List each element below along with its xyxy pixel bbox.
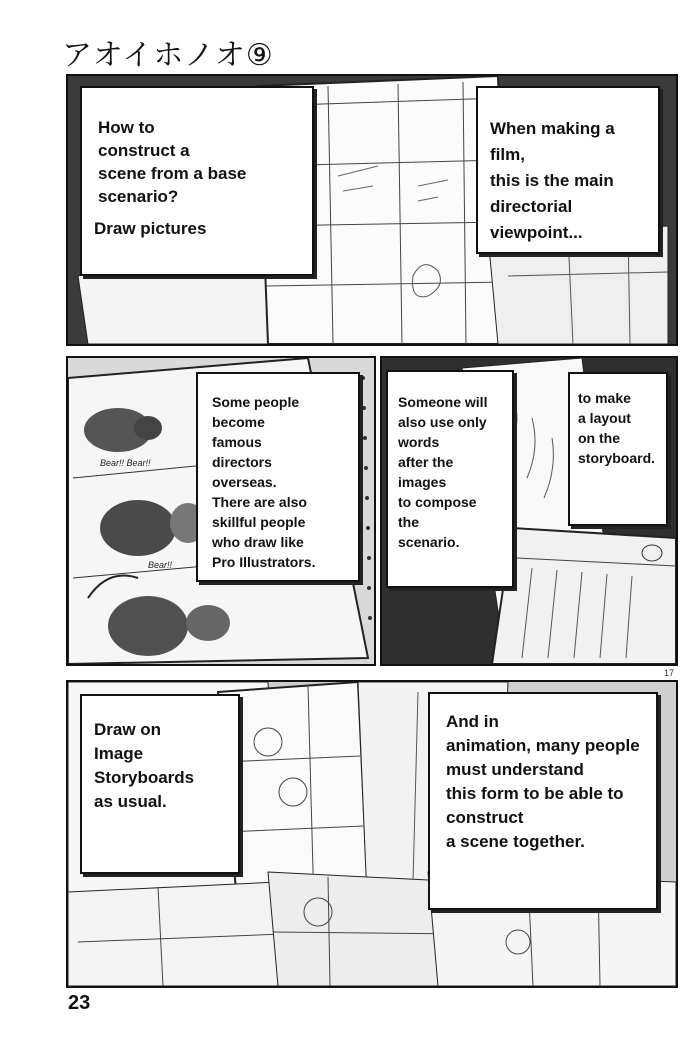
speech-bubble-layout bbox=[568, 372, 668, 526]
speech-bubble-directors bbox=[196, 372, 360, 582]
bubble-text: Draw on Image Storyboards as usual. bbox=[94, 720, 195, 811]
bear-sound-effect: Bear!! Bear!! bbox=[100, 458, 151, 468]
inner-page-number: 17 bbox=[664, 668, 675, 678]
speech-bubble-viewpoint bbox=[476, 86, 660, 254]
bubble-text: Someone will also use only words after the images to compose the scenario. bbox=[398, 394, 488, 550]
volume-title: アオイホノオ⑨ bbox=[62, 38, 274, 73]
speech-bubble-question bbox=[80, 86, 314, 276]
bubble-text: Some people become famous directors overseas. There are also skillful people who draw like Pro Illustrators. bbox=[212, 394, 316, 570]
page-number: 23 bbox=[68, 992, 91, 1014]
bubble-text: Draw pictures bbox=[94, 219, 207, 238]
bubble-text: And in animation, many people must understand this form to be able to construct a scene together. bbox=[446, 712, 640, 851]
speech-bubble-animation bbox=[428, 692, 658, 910]
speech-bubble-words bbox=[386, 370, 514, 588]
bubble-text: When making a film, this is the main directorial viewpoint... bbox=[490, 119, 615, 242]
bubble-text: to make a layout on the storyboard. bbox=[578, 390, 656, 466]
bubble-text: How to construct a scene from a base scenario? bbox=[98, 118, 247, 206]
bear-sound-effect: Bear!! bbox=[148, 560, 173, 570]
speech-bubble-image-storyboards bbox=[80, 694, 240, 874]
